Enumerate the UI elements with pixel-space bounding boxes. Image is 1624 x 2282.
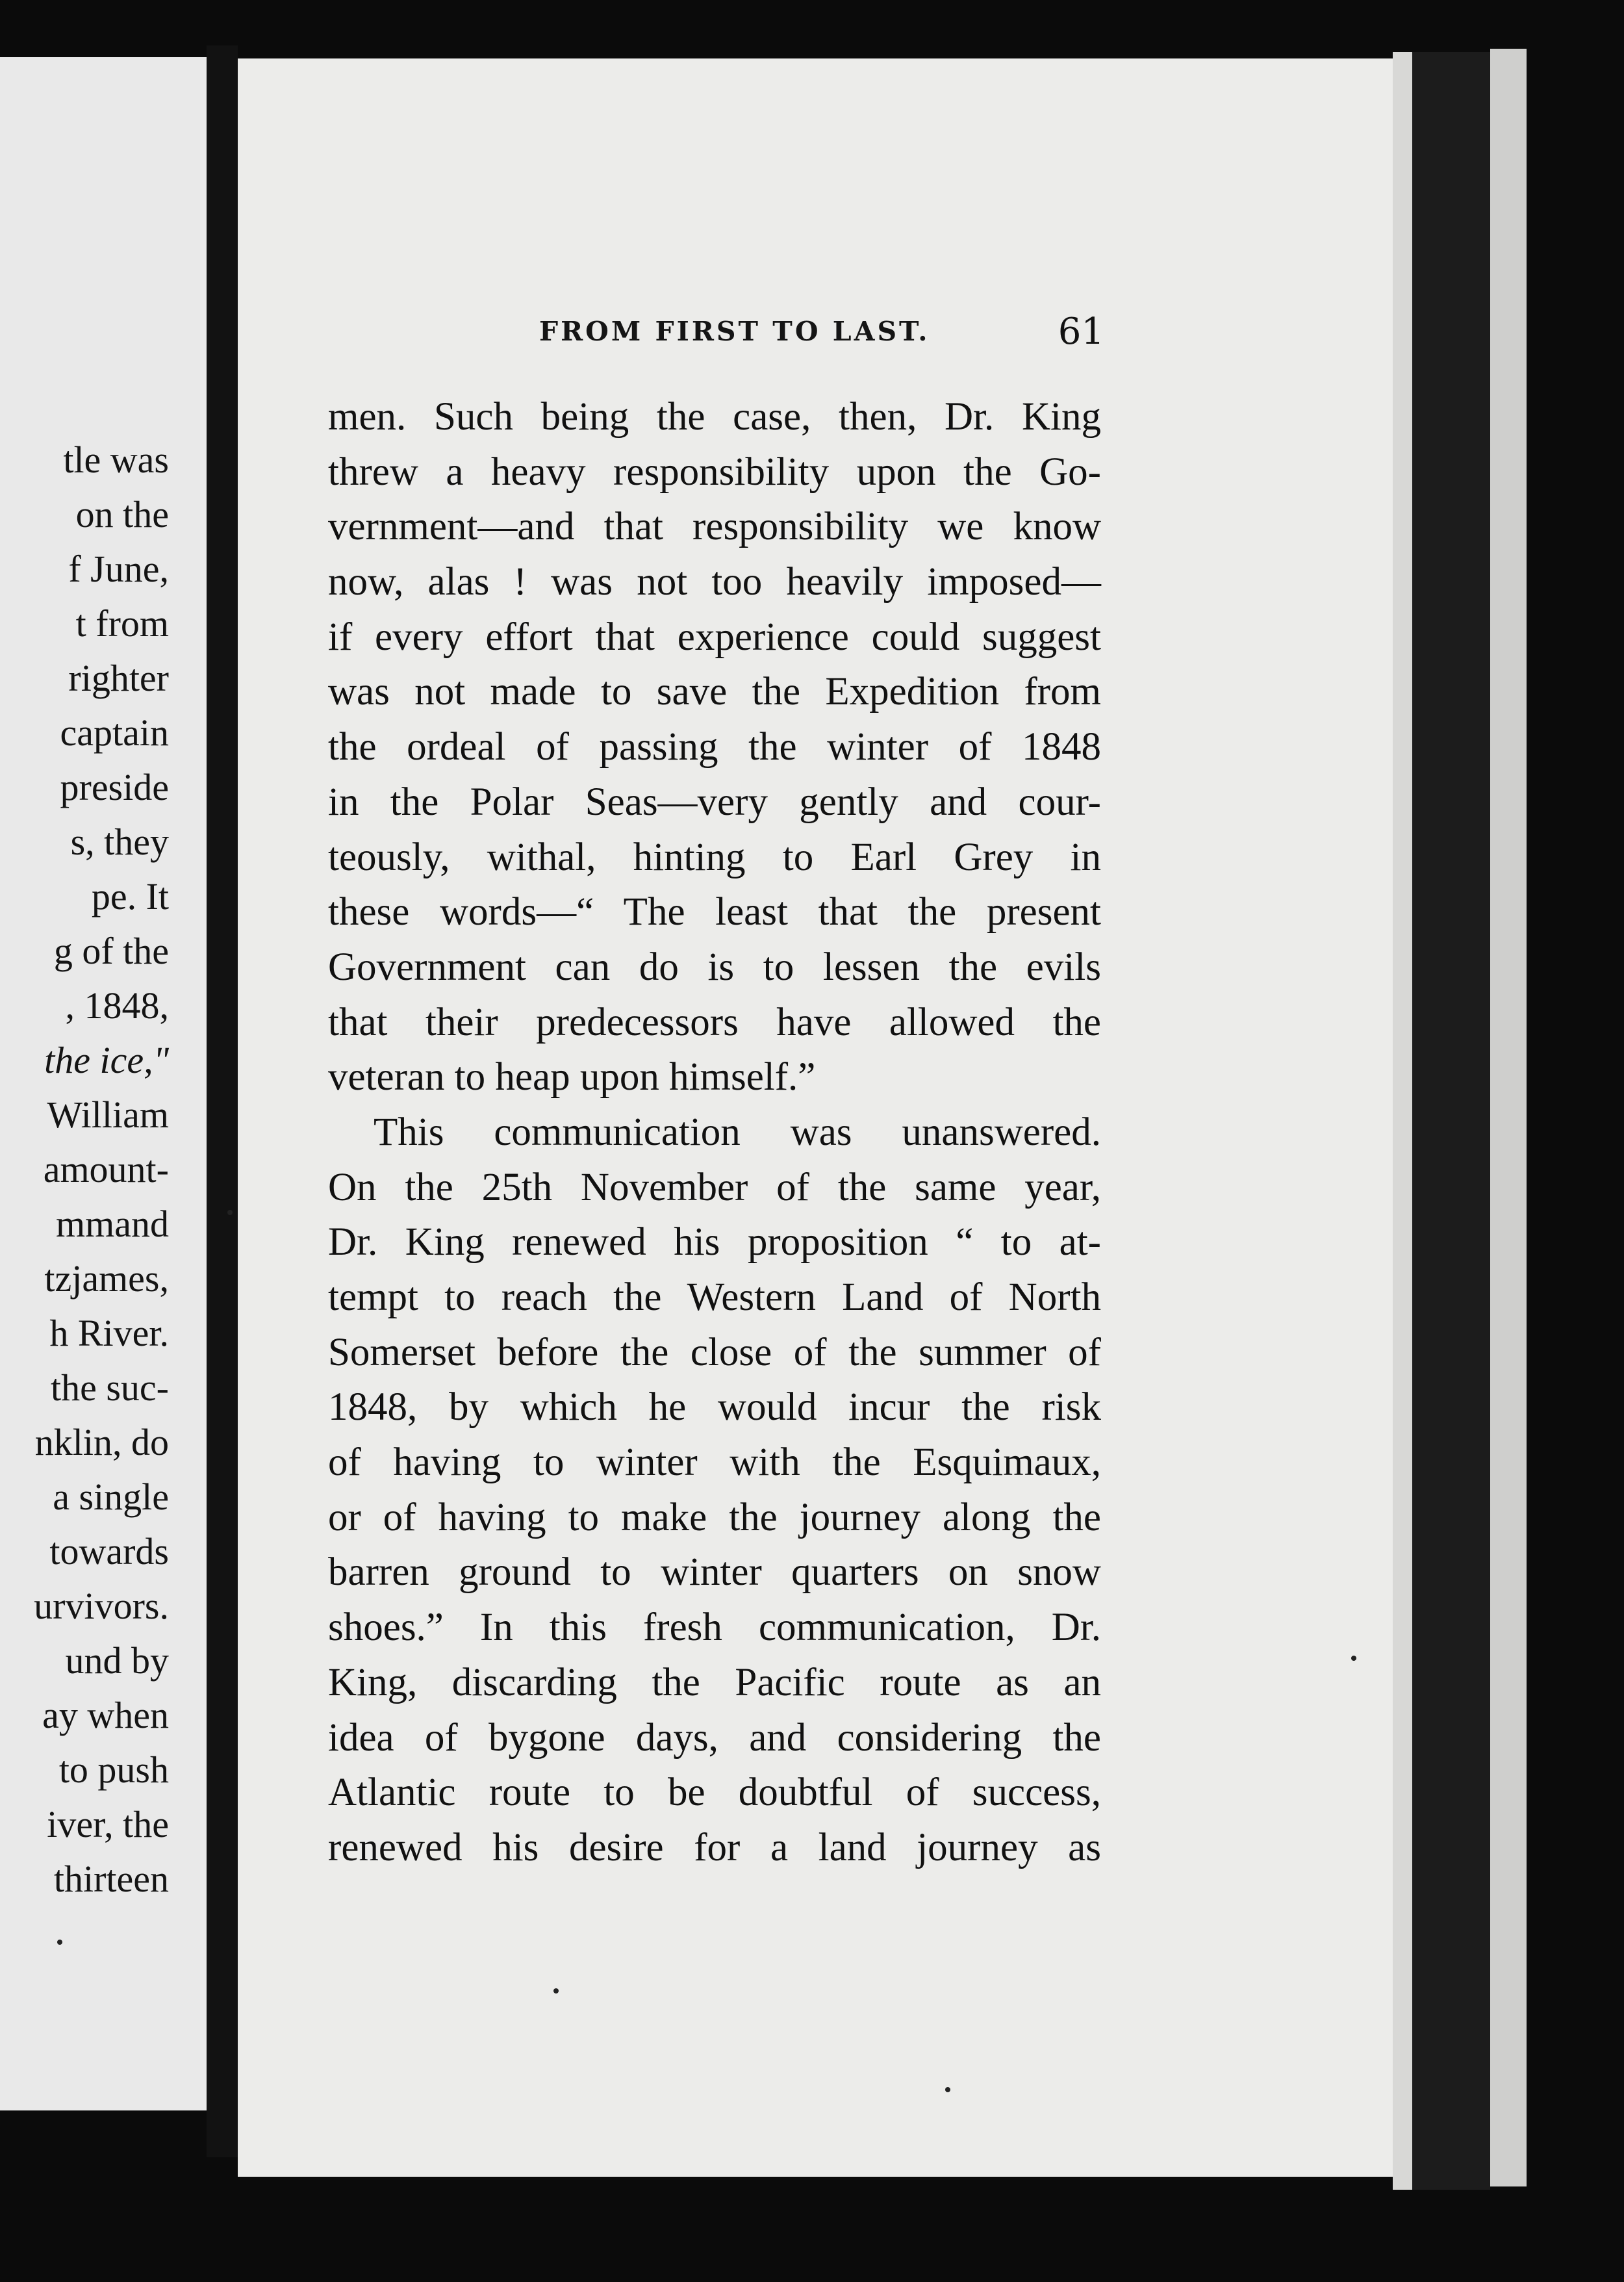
left-line: nklin, do xyxy=(34,1421,169,1463)
left-line: g of the xyxy=(53,930,169,972)
left-line: iver, the xyxy=(47,1803,169,1845)
left-line: righter xyxy=(68,657,169,699)
left-line: s, they xyxy=(70,821,169,863)
text-line: renewed his desire for a land journey as xyxy=(328,1825,1101,1869)
text-line: if every effort that experience could suggest xyxy=(328,615,1101,659)
text-line: veteran to heap upon himself.” xyxy=(328,1055,816,1099)
scan-speck xyxy=(1351,1656,1356,1661)
left-line: thirteen xyxy=(53,1858,169,1900)
scan-speck xyxy=(227,1210,233,1215)
text-line: now, alas ! was not too heavily imposed— xyxy=(328,560,1101,604)
book-gutter xyxy=(207,45,238,2157)
left-line: preside xyxy=(60,766,169,808)
text-line: in the Polar Seas—very gently and cour- xyxy=(328,780,1101,824)
left-line: t from xyxy=(75,602,169,645)
page-number: 61 xyxy=(1058,311,1104,353)
scan-speck xyxy=(945,2087,950,2092)
text-line: idea of bygone days, and considering the xyxy=(328,1715,1101,1760)
running-head: FROM FIRST TO LAST. xyxy=(539,316,930,347)
text-line: Dr. King renewed his proposition “ to at- xyxy=(328,1220,1101,1264)
text-line: barren ground to winter quarters on snow xyxy=(328,1550,1101,1595)
book-cover-edge-light xyxy=(1490,49,1527,2186)
text-line: 1848, by which he would incur the risk xyxy=(328,1385,1101,1429)
left-line: tzjames, xyxy=(44,1257,169,1300)
text-line: Atlantic route to be doubtful of success, xyxy=(328,1771,1101,1815)
left-line: amount- xyxy=(43,1148,169,1190)
book-cover-edge xyxy=(1412,52,1490,2190)
left-page-fragment xyxy=(0,57,207,2110)
left-line: to push xyxy=(58,1749,169,1791)
text-line: Government can do is to lessen the evils xyxy=(328,945,1101,989)
text-line: King, discarding the Pacific route as an xyxy=(328,1660,1101,1704)
text-line: teously, withal, hinting to Earl Grey in xyxy=(328,835,1101,879)
left-line: towards xyxy=(49,1530,169,1572)
page-header xyxy=(539,311,1104,356)
left-line: a single xyxy=(53,1476,169,1518)
text-line: of having to winter with the Esquimaux, xyxy=(328,1441,1101,1485)
text-line: shoes.” In this fresh communication, Dr. xyxy=(328,1606,1101,1650)
text-line: vernment—and that responsibility we know xyxy=(328,505,1101,549)
paragraph xyxy=(328,1105,1101,1876)
text-line: or of having to make the journey along the xyxy=(328,1495,1101,1539)
page-edge xyxy=(1393,52,1412,2190)
text-line: threw a heavy responsibility upon the Go- xyxy=(328,450,1101,494)
left-line: ay when xyxy=(42,1694,169,1736)
scan-speck xyxy=(57,1940,62,1945)
left-line: the ice," xyxy=(44,1039,169,1081)
text-line: On the 25th November of the same year, xyxy=(328,1165,1101,1209)
left-line: , 1848, xyxy=(65,984,169,1027)
text-line: that their predecessors have allowed the xyxy=(328,1000,1101,1044)
left-line: urvivors. xyxy=(34,1585,169,1627)
left-line: captain xyxy=(60,712,169,754)
left-line: und by xyxy=(65,1639,169,1682)
text-line: the ordeal of passing the winter of 1848 xyxy=(328,725,1101,769)
left-line: the suc- xyxy=(51,1366,169,1409)
paragraph xyxy=(328,390,1101,1105)
left-line: mmand xyxy=(56,1203,169,1245)
body-text xyxy=(328,390,1101,1876)
text-line: was not made to save the Expedition from xyxy=(328,670,1101,714)
text-line: these words—“ The least that the present xyxy=(328,890,1101,934)
scan-speck xyxy=(553,1988,559,1994)
text-line: men. Such being the case, then, Dr. King xyxy=(328,395,1101,439)
left-line: pe. It xyxy=(91,875,169,917)
text-line: This communication was unanswered. xyxy=(374,1110,1101,1154)
left-line: William xyxy=(47,1094,169,1136)
left-line: h River. xyxy=(49,1312,169,1354)
text-line: tempt to reach the Western Land of North xyxy=(328,1276,1101,1319)
left-line: f June, xyxy=(68,548,169,590)
text-line: Somerset before the close of the summer of xyxy=(328,1330,1101,1374)
left-line: on the xyxy=(75,493,169,535)
left-line: tle was xyxy=(63,439,169,481)
